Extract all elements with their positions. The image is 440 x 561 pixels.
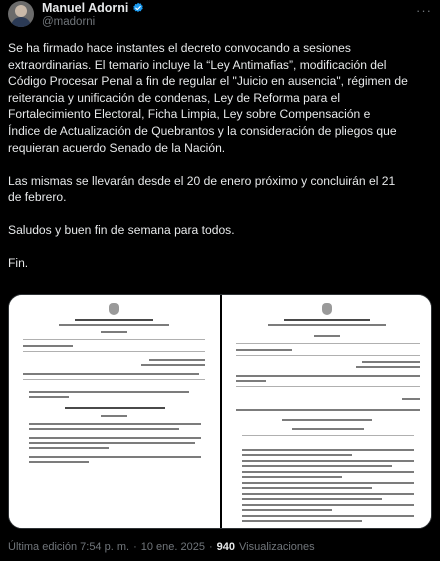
- tweet-paragraph-1: [8, 40, 432, 156]
- tweet-header: [8, 0, 432, 28]
- author-handle[interactable]: @madorni: [42, 16, 96, 28]
- doc-rule: [23, 379, 205, 380]
- tweet-line: Fortalecimiento Electoral, Ficha Limpia, Ley sobre Compensación e: [8, 107, 371, 122]
- author-name-row[interactable]: [42, 1, 144, 15]
- doc-text-line: [23, 345, 73, 347]
- edited-timestamp[interactable]: Última edición 7:54 p. m.: [8, 541, 130, 553]
- doc-text-line: [242, 509, 332, 511]
- doc-text-line: [242, 454, 352, 456]
- tweet-line: reiterancia y unificación de condenas, Ley de Reforma para el: [8, 90, 341, 105]
- doc-text-line: [75, 319, 153, 321]
- doc-text-line: [242, 498, 382, 500]
- doc-text-line: [29, 428, 179, 430]
- avatar-body: [11, 17, 31, 27]
- tweet-line: extraordinarias. El temario incluye la “Ley Antimafias”, modificación del: [8, 57, 387, 72]
- doc-text-line: [59, 324, 169, 326]
- doc-text-line: [29, 437, 201, 439]
- doc-text-line: [242, 471, 414, 473]
- doc-text-line: [242, 476, 342, 478]
- doc-rule: [236, 409, 420, 411]
- tweet-meta: [8, 540, 432, 554]
- paragraph-gap: [8, 156, 432, 173]
- doc-text-line: [242, 493, 414, 495]
- tweet-line: Las mismas se llevarán desde el 20 de enero próximo y concluirán el 21: [8, 173, 396, 188]
- doc-text-line: [356, 366, 420, 368]
- views-count: 940: [216, 541, 235, 553]
- doc-text-line: [101, 415, 127, 417]
- doc-text-line: [242, 449, 414, 451]
- paragraph-gap: [8, 206, 432, 223]
- doc-text-line: [236, 349, 292, 351]
- doc-rule: [236, 343, 420, 344]
- tweet-line: requieran acuerdo Senado de la Nación.: [8, 140, 226, 155]
- views-label: Visualizaciones: [239, 541, 315, 553]
- tweet-line: Código Procesar Penal a fin de regular el "Juicio en ausencia", régimen de: [8, 74, 408, 89]
- doc-text-line: [402, 398, 420, 400]
- doc-text-line: [242, 515, 414, 517]
- doc-text-line: [29, 461, 89, 463]
- tweet-date[interactable]: 10 ene. 2025: [140, 541, 205, 553]
- doc-text-line: [29, 391, 189, 393]
- avatar[interactable]: [8, 1, 34, 27]
- doc-text-line: [242, 520, 362, 522]
- argentina-seal-icon: [322, 303, 332, 315]
- decree-document-image-left[interactable]: [9, 295, 220, 529]
- doc-text-line: [284, 319, 370, 321]
- avatar-face: [15, 5, 27, 17]
- more-options-icon[interactable]: ···: [416, 3, 432, 18]
- tweet-paragraph-3: [8, 222, 432, 239]
- doc-text-line: [23, 373, 199, 375]
- doc-text-line: [141, 364, 205, 366]
- doc-text-line: [29, 423, 201, 425]
- doc-text-line: [149, 359, 205, 361]
- tweet-line: Se ha firmado hace instantes el decreto convocando a sesiones: [8, 41, 351, 55]
- doc-text-line: [29, 456, 201, 458]
- doc-text-line: [29, 447, 109, 449]
- argentina-seal-icon: [109, 303, 119, 315]
- tweet-line: Saludos y buen fin de semana para todos.: [8, 223, 235, 238]
- doc-rule: [242, 435, 414, 436]
- doc-text-line: [292, 428, 364, 430]
- doc-text-line: [236, 380, 266, 382]
- doc-text-line: [101, 331, 127, 333]
- doc-rule: [236, 386, 420, 387]
- doc-text-line: [236, 375, 420, 377]
- doc-rule: [236, 355, 420, 356]
- verified-badge-icon: [132, 2, 144, 14]
- decree-document-image-right[interactable]: [222, 295, 432, 529]
- doc-text-line: [362, 361, 420, 363]
- doc-text-line: [242, 487, 372, 489]
- doc-text-line: [282, 419, 372, 421]
- tweet-media[interactable]: [8, 294, 432, 529]
- meta-separator: ·: [208, 541, 213, 553]
- tweet-paragraph-4: [8, 255, 432, 272]
- doc-rule: [23, 351, 205, 352]
- doc-text-line: [242, 465, 392, 467]
- doc-text-line: [314, 335, 340, 337]
- doc-text-line: [65, 407, 165, 409]
- author-name[interactable]: Manuel Adorni: [42, 1, 129, 15]
- doc-text-line: [268, 324, 386, 326]
- doc-text-line: [242, 482, 414, 484]
- tweet-text: [8, 40, 432, 272]
- paragraph-gap: [8, 239, 432, 256]
- doc-text-line: [29, 442, 195, 444]
- tweet-line: de febrero.: [8, 190, 67, 205]
- tweet-line: Fin.: [8, 256, 29, 271]
- doc-rule: [23, 339, 205, 340]
- meta-separator: ·: [133, 541, 137, 553]
- doc-text-line: [242, 460, 414, 462]
- doc-text-line: [242, 504, 414, 506]
- tweet-paragraph-2: [8, 173, 432, 206]
- doc-text-line: [29, 396, 69, 398]
- tweet-line: Índice de Actualización de Quebrantos y la consideración de pliegos que: [8, 123, 397, 138]
